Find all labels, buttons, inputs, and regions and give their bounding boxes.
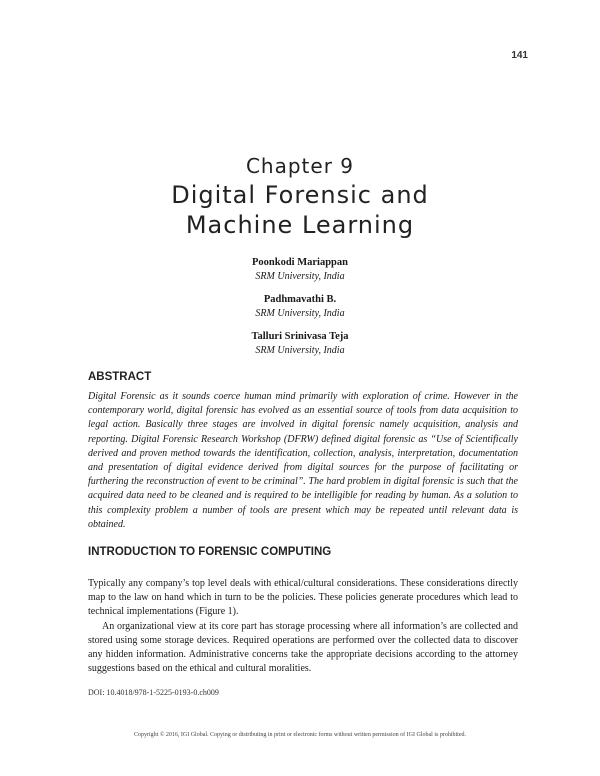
author-affiliation: SRM University, India xyxy=(255,271,345,282)
chapter-title xyxy=(0,180,600,240)
chapter-title-line-2: Machine Learning xyxy=(185,211,415,239)
author-name: Poonkodi Mariappan xyxy=(252,257,348,268)
page-number: 141 xyxy=(511,50,528,61)
author-block xyxy=(0,330,600,357)
author-name: Talluri Srinivasa Teja xyxy=(251,331,349,342)
author-block xyxy=(0,293,600,320)
author-affiliation: SRM University, India xyxy=(255,308,345,319)
author-affiliation: SRM University, India xyxy=(255,345,345,356)
author-block xyxy=(0,256,600,283)
copyright-notice: Copyright © 2016, IGI Global. Copying or distributing in print or electronic forms without written permission of IGI Global is prohibited. xyxy=(133,732,466,738)
doi-footnote: DOI: 10.4018/978-1-5225-0193-0.ch009 xyxy=(88,688,219,697)
introduction-paragraph: Typically any company’s top level deals with ethical/cultural considerations. These considerations directly map to the law on hand which in turn to be the policies. These policies generate procedures which lead to technical implementations (Figure 1). xyxy=(88,578,518,618)
chapter-label: Chapter 9 xyxy=(245,154,355,178)
introduction-heading: INTRODUCTION TO FORENSIC COMPUTING xyxy=(88,546,332,558)
abstract-text: Digital Forensic as it sounds coerce human mind primarily with exploration of crime. However in the contemporary world, digital forensic has evolved as an essential source of tools from data acquisition to legal action. Basically three stages are involved in digital forensic namely acquisition, analysis and reporting. Digital Forensic Research Workshop (DFRW) defined digital forensic as “Use of Scientifically derived and proven method towards the identification, collection, analysis, interpretation, documentation and presentation of digital evidence derived from digital sources for the purpose of facilitating or furthering the reconstruction of event to be criminal”. The hard problem in digital forensic is such that the acquired data need to be cleaned and is required to be intelligible for reading by human. As a solution to this complexity problem a number of tools are present which may be repeated until relevant data is obtained. xyxy=(88,391,518,530)
introduction-body xyxy=(88,577,518,676)
author-name: Padhmavathi B. xyxy=(263,294,337,305)
author-list xyxy=(0,256,600,367)
introduction-paragraph: An organizational view at its core part has storage processing where all information’s are collected and stored using some storage devices. Required operations are performed over the collected data to discover any hidden information. Administrative concerns take the appropriate decisions according to the attorney suggestions based on the ethical and cultural moralities. xyxy=(88,620,518,675)
abstract-heading: ABSTRACT xyxy=(88,371,152,383)
chapter-title-line-1: Digital Forensic and xyxy=(171,181,429,209)
